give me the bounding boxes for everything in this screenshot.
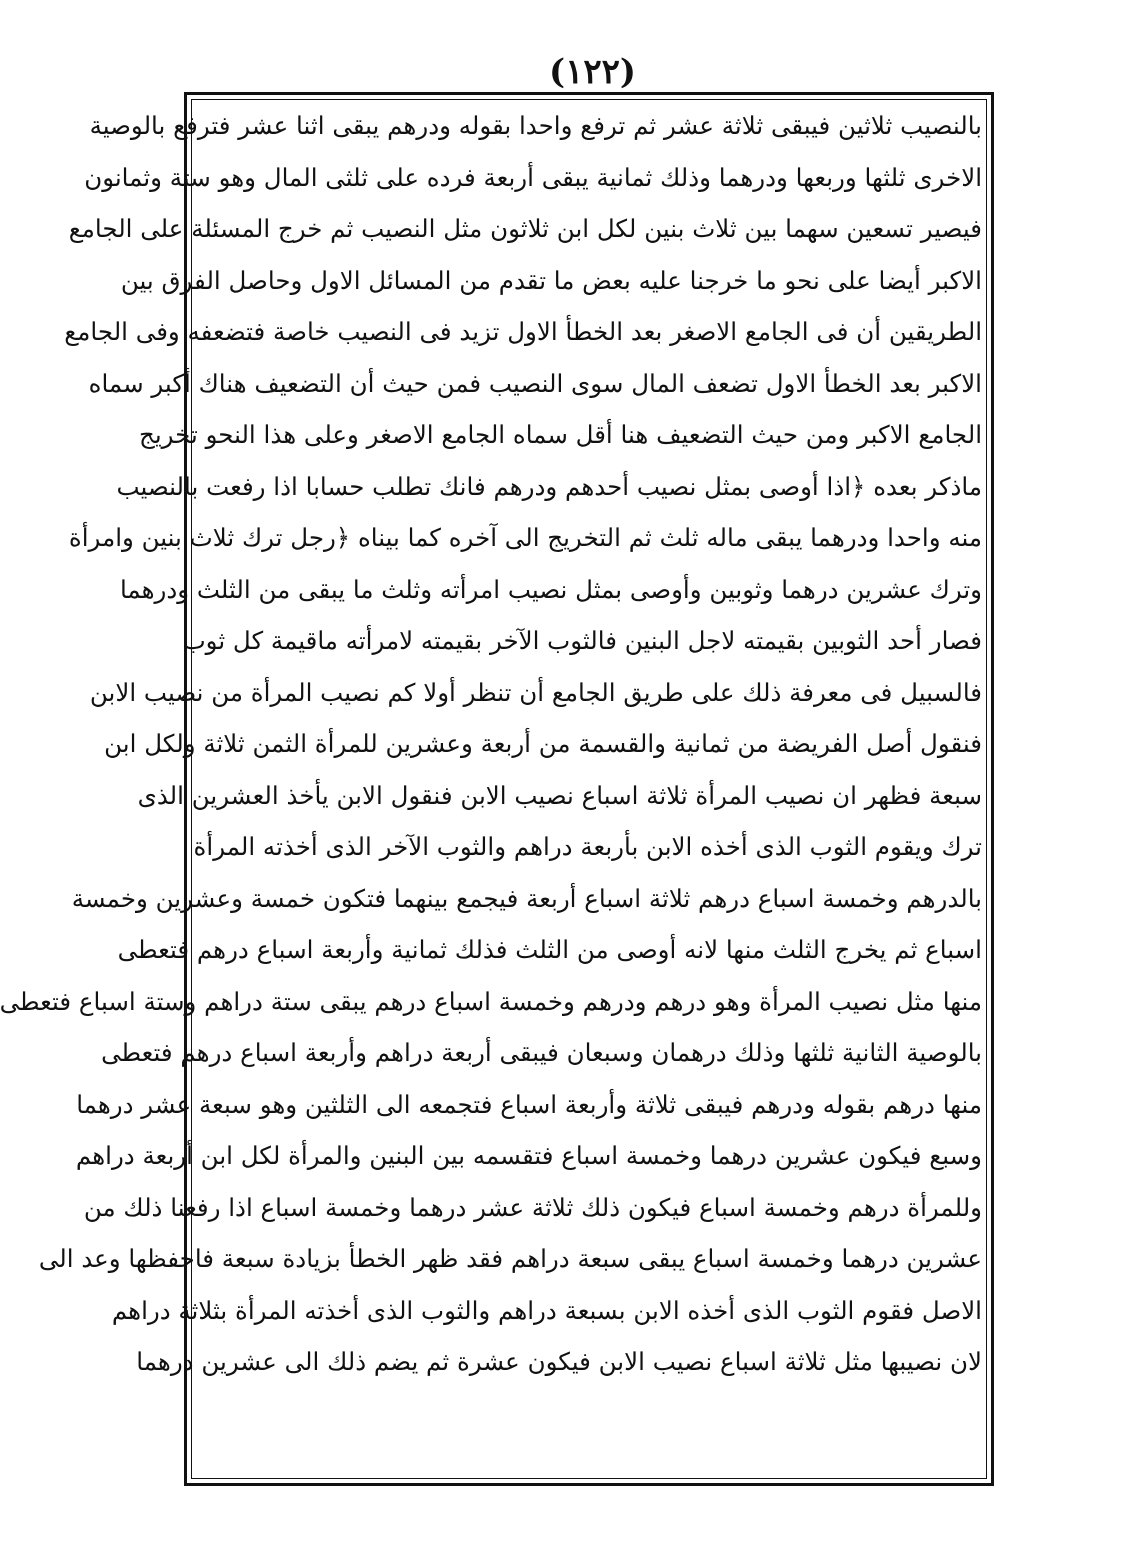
text-line: وترك عشرين درهما وثوبين وأوصى بمثل نصيب امرأته وثلث ما يبقى من الثلث ودرهما	[119, 574, 982, 604]
text-line: الجامع الاكبر ومن حيث التضعيف هنا أقل سماه الجامع الاصغر وعلى هذا النحو تخريج	[139, 420, 982, 449]
text-line: بالوصية الثانية ثلثها وذلك درهمان وسبعان فيبقى أربعة دراهم وأربعة اسباع درهم فتعطى	[101, 1038, 982, 1067]
text-line: الاصل فقوم الثوب الذى أخذه الابن بسبعة دراهم والثوب الذى أخذته المرأة بثلاثة دراهم	[111, 1295, 982, 1325]
text-line: بالدرهم وخمسة اسباع درهم ثلاثة اسباع أربعة فيجمع بينهما فتكون خمسة وعشرين وخمسة	[71, 883, 982, 913]
text-line: منها مثل نصيب المرأة وهو درهم ودرهم وخمسة اسباع درهم يبقى ستة دراهم وستة اسباع فتعطى	[0, 986, 982, 1016]
text-line: عشرين درهما وخمسة اسباع يبقى سبعة دراهم فقد ظهر الخطأ بزيادة سبعة فاحفظها وعد الى	[38, 1244, 982, 1273]
text-line: فنقول أصل الفريضة من ثمانية والقسمة من أربعة وعشرين للمرأة الثمن ثلاثة ولكل ابن	[104, 729, 982, 758]
text-line: فالسبيل فى معرفة ذلك على طريق الجامع أن تنظر أولا كم نصيب المرأة من نصيب الابن	[89, 677, 982, 707]
text-line: الاكبر بعد الخطأ الاول تضعف المال سوى النصيب فمن حيث أن التضعيف هناك أكبر سماه	[88, 368, 982, 398]
text-line: منها درهم بقوله ودرهم فيبقى ثلاثة وأربعة اسباع فتجمعه الى الثلثين وهو سبعة عشر درهما	[76, 1089, 982, 1119]
text-line: ترك ويقوم الثوب الذى أخذه الابن بأربعة دراهم والثوب الآخر الذى أخذته المرأة	[193, 832, 982, 861]
page-number: (١٢٢)	[549, 52, 636, 92]
text-line: لان نصيبها مثل ثلاثة اسباع نصيب الابن فيكون عشرة ثم يضم ذلك الى عشرين درهما	[136, 1347, 982, 1376]
body-text	[0, 100, 982, 1388]
text-line: وسبع فيكون عشرين درهما وخمسة اسباع فتقسمه بين البنين والمرأة لكل ابن أربعة دراهم	[75, 1141, 982, 1170]
text-line: الاكبر أيضا على نحو ما خرجنا عليه بعض ما تقدم من المسائل الاول وحاصل الفرق بين	[120, 265, 982, 295]
text-line: فيصير تسعين سهما بين ثلاث بنين لكل ابن ثلاثون مثل النصيب ثم خرج المسئلة على الجامع	[68, 214, 982, 243]
text-line: سبعة فظهر ان نصيب المرأة ثلاثة اسباع نصيب الابن فنقول الابن يأخذ العشرين الذى	[137, 780, 982, 810]
text-line: ماذكر بعده ﴿اذا أوصى بمثل نصيب أحدهم ودرهم فانك تطلب حسابا اذا رفعت بالنصيب	[116, 471, 982, 501]
text-line: منه واحدا ودرهما يبقى ماله ثلث ثم التخريج الى آخره كما بيناه ﴿رجل ترك ثلاث بنين وامرأة	[68, 523, 982, 552]
text-line: بالنصيب ثلاثين فيبقى ثلاثة عشر ثم ترفع واحدا بقوله ودرهم يبقى اثنا عشر فترفع بالوصية	[89, 111, 982, 140]
text-line: وللمرأة درهم وخمسة اسباع فيكون ذلك ثلاثة عشر درهما وخمسة اسباع اذا رفعنا ذلك من	[83, 1192, 982, 1222]
text-line: الطريقين أن فى الجامع الاصغر بعد الخطأ الاول تزيد فى النصيب خاصة فتضعفه وفى الجامع	[64, 317, 982, 346]
text-line: فصار أحد الثوبين بقيمته لاجل البنين فالثوب الآخر بقيمته لامرأته ماقيمة كل ثوب	[182, 626, 982, 655]
text-line: اسباع ثم يخرج الثلث منها لانه أوصى من الثلث فذلك ثمانية وأربعة اسباع درهم فتعطى	[117, 935, 982, 964]
text-line: الاخرى ثلثها وربعها ودرهما وذلك ثمانية يبقى أربعة فرده على ثلثى المال وهو ستة وثمانون	[84, 162, 982, 192]
